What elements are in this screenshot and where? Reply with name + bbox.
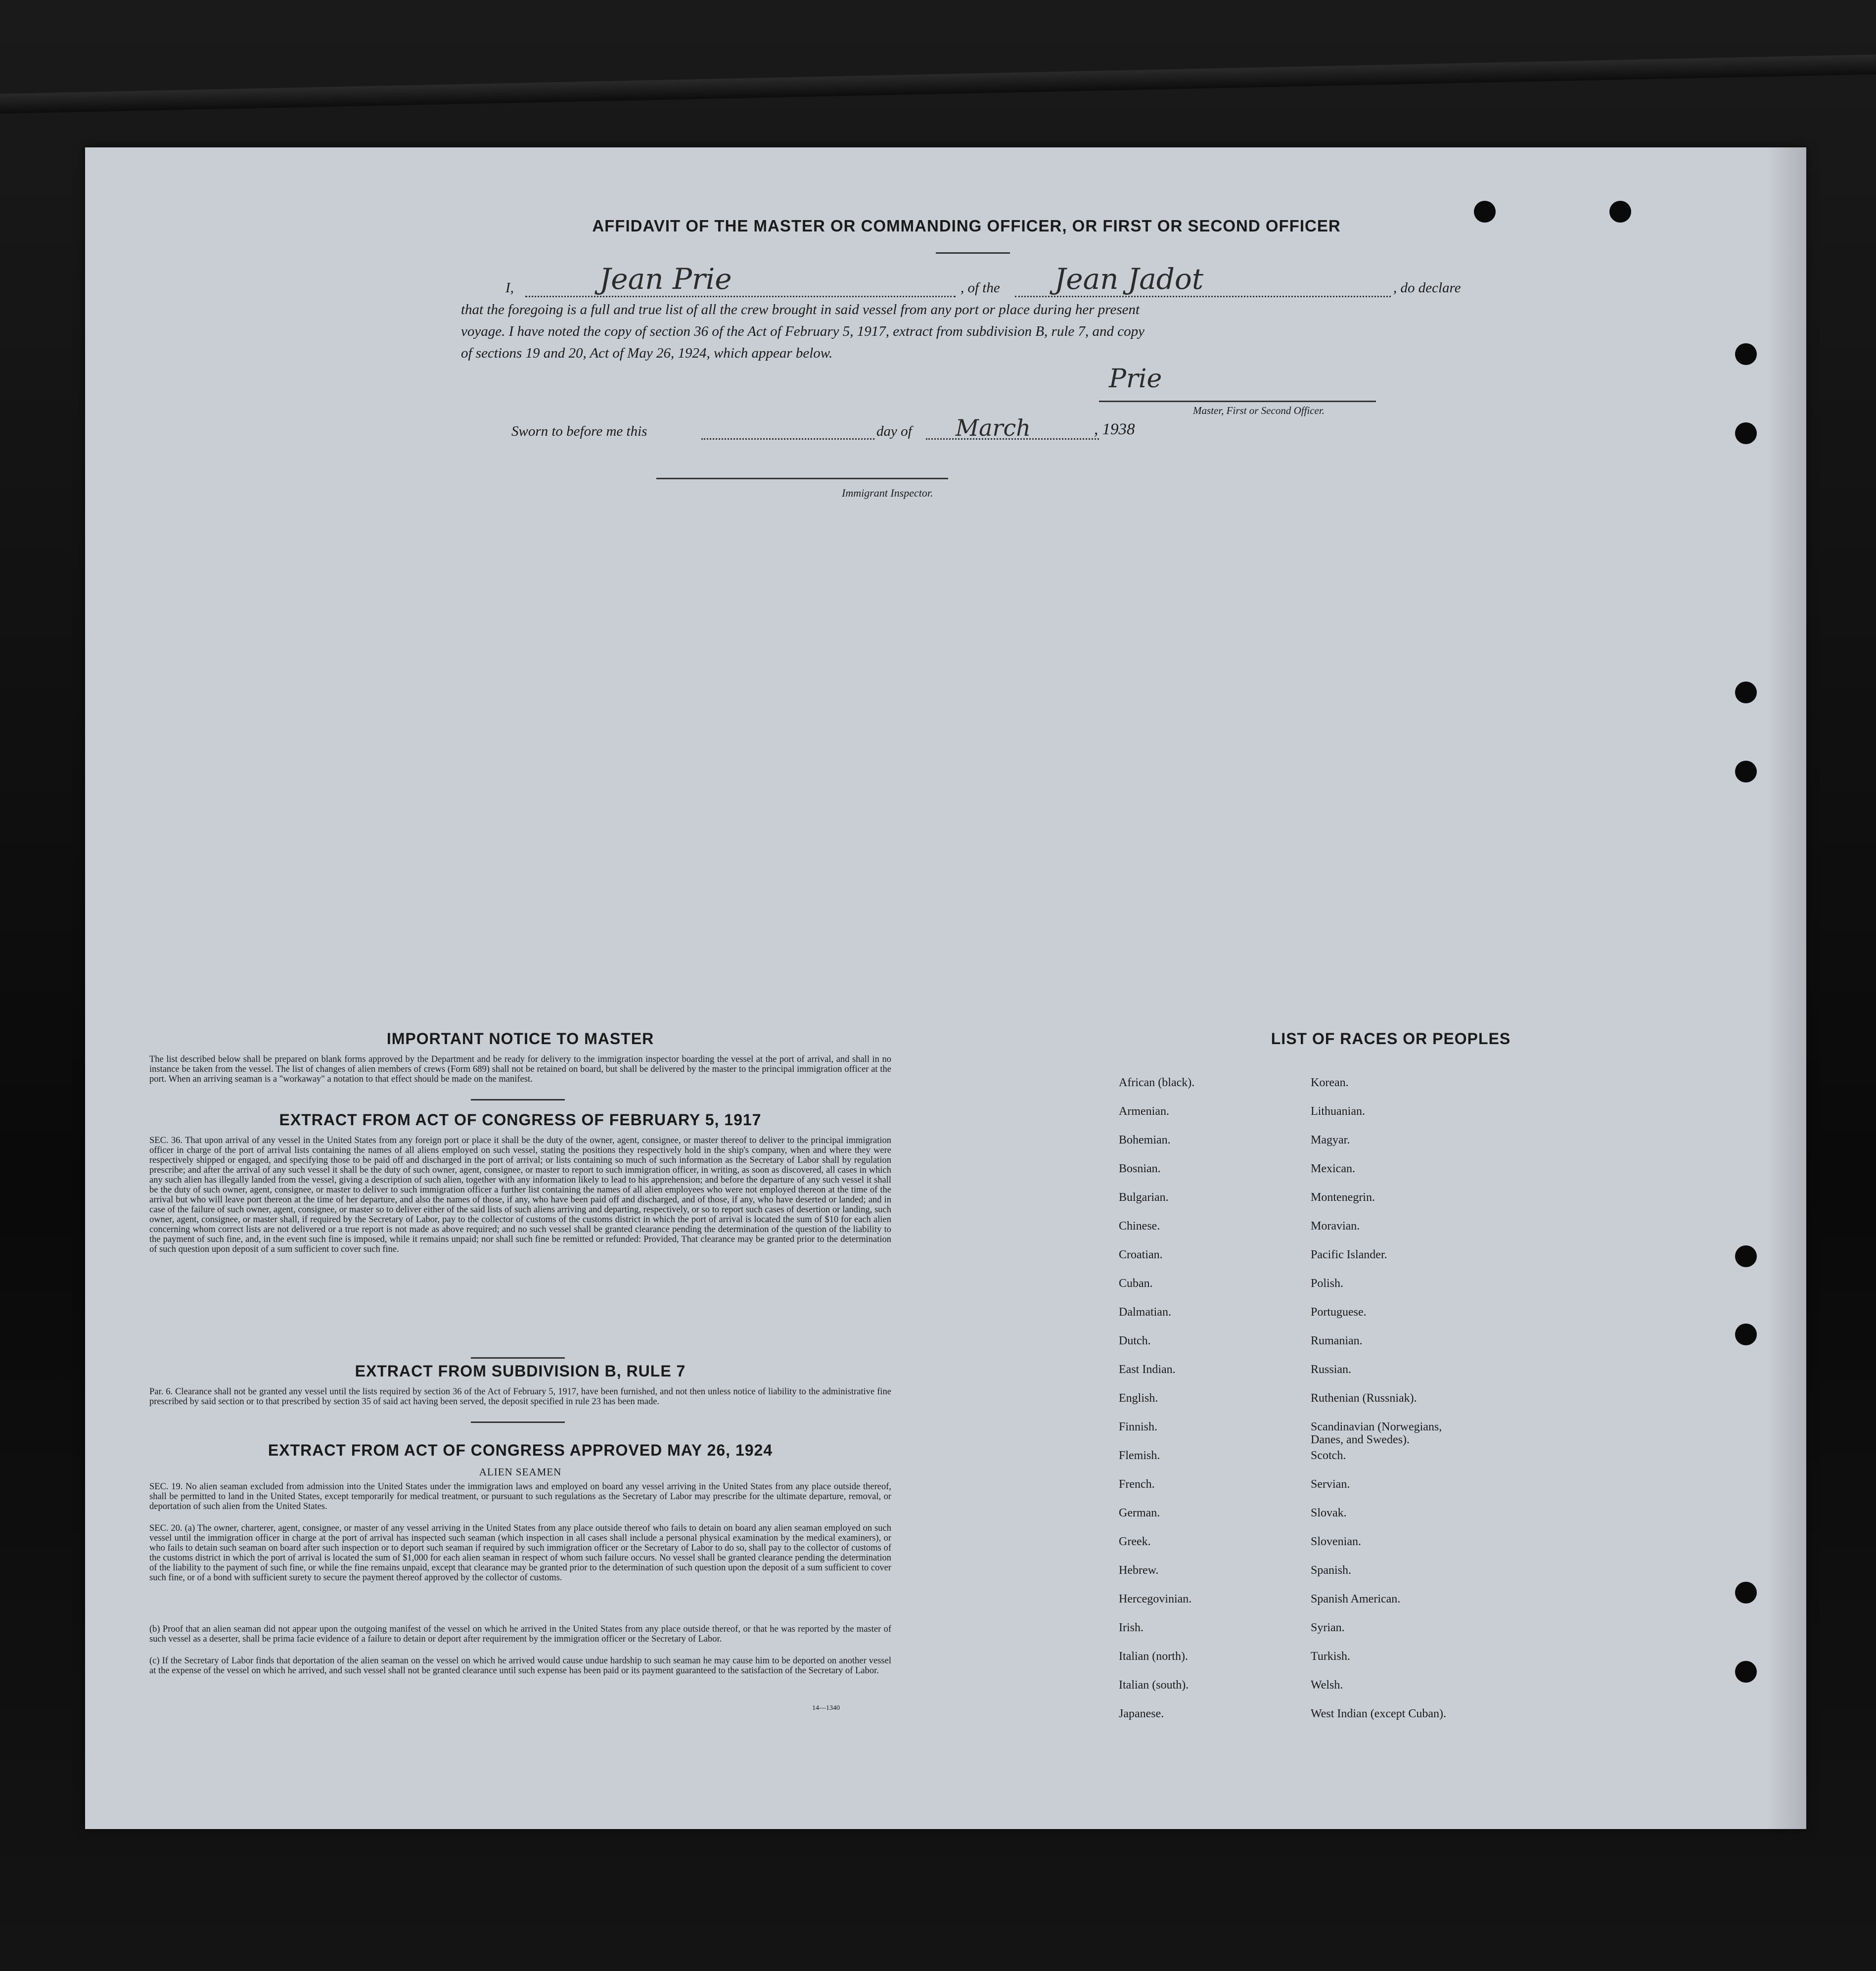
punch-hole [1474,201,1496,223]
race-item: Rumanian. [1311,1334,1363,1347]
signature-caption: Master, First or Second Officer. [1193,405,1325,416]
race-item: German. [1119,1507,1160,1519]
race-item: African (black). [1119,1076,1195,1089]
punch-hole [1735,343,1757,365]
race-item: Turkish. [1311,1650,1350,1663]
race-item: Bulgarian. [1119,1191,1169,1204]
punch-hole [1735,1324,1757,1345]
sworn-year: , 1938 [1094,420,1135,438]
races-title: LIST OF RACES OR PEOPLES [1271,1030,1511,1048]
race-item: Welsh. [1311,1679,1343,1692]
affidavit-line3: voyage. I have noted the copy of section 36 of the Act of February 5, 1917, extract from subdivision B, rule 7, and copy [461,323,1145,339]
race-item: Montenegrin. [1311,1191,1375,1204]
race-item: Scandinavian (Norwegians, Danes, and Swedes). [1311,1421,1442,1446]
race-item: Bosnian. [1119,1162,1161,1175]
notice-divider [471,1099,565,1100]
race-item: Bohemian. [1119,1134,1171,1146]
race-item: Finnish. [1119,1421,1158,1433]
vessel-name-handwritten: Jean Jadot [1054,262,1204,296]
punch-hole [1735,1245,1757,1267]
affidavit-line1-prefix: I, [505,280,514,296]
race-item: Hebrew. [1119,1564,1159,1577]
punch-hole [1735,682,1757,703]
race-item: Servian. [1311,1478,1350,1491]
race-item: Lithuanian. [1311,1105,1365,1118]
race-item: Moravian. [1311,1220,1360,1233]
sworn-day-line [701,438,874,440]
race-item: English. [1119,1392,1158,1405]
master-signature: Prie [1109,364,1162,394]
affidavit-title: AFFIDAVIT OF THE MASTER OR COMMANDING OFFICER, OR FIRST OR SECOND OFFICER [592,217,1341,235]
race-item: Italian (north). [1119,1650,1188,1663]
race-item: Scotch. [1311,1449,1346,1462]
race-item: Cuban. [1119,1277,1153,1290]
race-item: Chinese. [1119,1220,1160,1233]
race-item: Portuguese. [1311,1306,1367,1319]
punch-hole [1735,422,1757,444]
title-divider [936,252,1010,254]
inspector-caption: Immigrant Inspector. [842,487,933,499]
master-name-line [525,296,956,297]
race-item: Dalmatian. [1119,1306,1171,1319]
race-item: East Indian. [1119,1363,1176,1376]
race-item: Polish. [1311,1277,1344,1290]
race-item: Mexican. [1311,1162,1355,1175]
race-item: West Indian (except Cuban). [1311,1707,1446,1720]
extract-1917-text: SEC. 36. That upon arrival of any vessel in the United States from any foreign port or place it shall be the duty of the owner, agent, consignee, or master thereof to deliver to the principal immigration officer in charge of the port of arrival lists containing the names of all aliens employed on such vessel, stating the positions they respectively hold in the ship's company, when and where they were respectively shipped or engaged, and specifying those to be paid off and discharged in the port of arrival; or lists containing so much of such information as the Secretary of Labor shall by regulation prescribe; and after the arrival of any such vessel it shall be the duty of such owner, agent, consignee, or master to report to such immigration officer, in writing, as soon as discovered, all cases in which any such alien has illegally landed from the vessel, giving a description of such alien, together with any information likely to lead to his apprehension; and before the departure of any such vessel it shall be the duty of such owner, agent, consignee, or master to deliver to such immigration officer a further list containing the names of all alien employees who were not employed thereon at the time of the arrival but who will leave port thereon at the time of her departure, and also the names of those, if any, who have been paid off and discharged, and of those, if any, who have deserted or landed; and in case of the failure of such owner, agent, consignee, or master so to deliver either of the said lists of such aliens arriving and departing, respectively, or so to report such cases of desertion or landing, such owner, agent, consignee, or master shall, if required by the Secretary of Labor, pay to the collector of customs of the customs district in which the port of arrival is located the sum of $10 for each alien concerning whom correct lists are not delivered or a true report is not made as above required; and no such vessel shall be granted clearance pending the determination of the question of the liability to the payment of such fine, and, in the event such fine is imposed, while it remains unpaid; nor shall such fine be remitted or refunded: Provided, That clearance may be granted prior to the determination of such question upon deposit of a sum sufficient to cover such fine. [149,1136,891,1254]
extract-1917-divider [471,1357,565,1359]
sworn-prefix: Sworn to before me this [511,423,647,439]
punch-hole [1609,201,1631,223]
race-item: Japanese. [1119,1707,1164,1720]
punch-hole [1735,761,1757,782]
race-item: Russian. [1311,1363,1352,1376]
race-item: Pacific Islander. [1311,1248,1387,1261]
extract-rule7-text: Par. 6. Clearance shall not be granted any vessel until the lists required by section 36 of the Act of February 5, 1917, have been furnished, and not then unless notice of liability to the administrative fine prescribed by said section or to that prescribed by section 35 of said act having been served, the deposit specified in rule 23 has been made. [149,1387,891,1407]
race-item: Hercegovinian. [1119,1593,1192,1605]
extract-1917-title: EXTRACT FROM ACT OF CONGRESS OF FEBRUARY 5, 1917 [279,1111,762,1129]
race-item: Slovak. [1311,1507,1347,1519]
race-item: Magyar. [1311,1134,1350,1146]
extract-1924-subtitle: ALIEN SEAMEN [479,1466,562,1478]
affidavit-line1-suffix: , do declare [1393,280,1461,296]
affidavit-line2: that the foregoing is a full and true list of all the crew brought in said vessel from any port or place during her present [461,302,1140,318]
extract-1924-sec20c: (c) If the Secretary of Labor finds that deportation of the alien seaman on the vessel on which he arrived would cause undue hardship to such seaman he may cause him to be deported on another vessel at the expense of the vessel on which he arrived, and such vessel shall not be granted clearance until such expense has been paid or its payment guaranteed to the satisfaction of the Secretary of Labor. [149,1656,891,1676]
notice-title: IMPORTANT NOTICE TO MASTER [386,1030,654,1048]
punch-hole [1735,1661,1757,1683]
signature-line [1099,401,1376,402]
race-item: French. [1119,1478,1155,1491]
affidavit-line1-mid: , of the [961,280,1000,296]
extract-1924-sec19: SEC. 19. No alien seaman excluded from admission into the United States under the immigration laws and employed on board any vessel arriving in the United States from any place outside thereof, shall be permitted to land in the United States, except temporarily for medical treatment, or pursuant to such regulations as the Secretary of Labor may prescribe for the ultimate departure, removal, or deportation of such alien from the United States. [149,1482,891,1512]
race-item: Irish. [1119,1621,1144,1634]
sworn-month-handwritten: March [956,414,1031,441]
race-item: Dutch. [1119,1334,1151,1347]
race-item: Slovenian. [1311,1535,1361,1548]
race-item: Korean. [1311,1076,1349,1089]
race-item: Ruthenian (Russniak). [1311,1392,1417,1405]
document-page [85,147,1806,1829]
race-item: Syrian. [1311,1621,1345,1634]
vessel-name-line [1015,296,1391,297]
punch-hole [1735,1582,1757,1604]
page-edge-shade [1767,147,1806,1829]
form-number: 14—1340 [812,1704,840,1712]
notice-text: The list described below shall be prepared on blank forms approved by the Department and be ready for delivery to the immigration inspector boarding the vessel at the port of arrival, and shall in no instance be taken from the vessel. The list of changes of alien members of crews (Form 689) shall not be retained on board, but shall be delivered by the master to the principal immigration officer at the port. When an arriving seaman is a "workaway" a notation to that effect should be made on the manifest. [149,1054,891,1084]
race-item: Spanish American. [1311,1593,1401,1605]
extract-1924-sec20a: SEC. 20. (a) The owner, charterer, agent, consignee, or master of any vessel arriving in the United States from any place outside thereof who fails to detain on board any alien seaman employed on such vessel until the immigration officer in charge at the port of arrival has inspected such seaman (which inspection in all cases shall include a personal physical examination by the medical examiners), or who fails to detain such seaman on board after such inspection or to deport such seaman if required by such immigration officer or the Secretary of Labor to do so, shall pay to the collector of customs of the customs district in which the port of arrival is located the sum of $1,000 for each alien seaman in respect of whom such failure occurs. No vessel shall be granted clearance pending the determination of the liability to the payment of such fine, or while the fine remains unpaid, except that clearance may be granted prior to the determination of such question upon the deposit of a sum sufficient to cover such fine, or of a bond with sufficient surety to secure the payment thereof approved by the collector of customs. [149,1523,891,1583]
race-item: Greek. [1119,1535,1151,1548]
race-item: Spanish. [1311,1564,1352,1577]
sworn-day-of: day of [876,423,912,439]
master-name-handwritten: Jean Prie [599,262,732,296]
extract-1924-title: EXTRACT FROM ACT OF CONGRESS APPROVED MAY 26, 1924 [268,1441,773,1459]
race-item: Flemish. [1119,1449,1160,1462]
race-item: Croatian. [1119,1248,1163,1261]
affidavit-line4: of sections 19 and 20, Act of May 26, 1924, which appear below. [461,345,833,361]
inspector-signature-line [656,478,948,479]
extract-rule7-title: EXTRACT FROM SUBDIVISION B, RULE 7 [355,1362,686,1380]
extract-1924-sec20b: (b) Proof that an alien seaman did not appear upon the outgoing manifest of the vessel on which he arrived in the United States from any place outside thereof, or that he was reported by the master of such vessel as a deserter, shall be prima facie evidence of a failure to detain or deport after requirement by the immigration officer or the Secretary of Labor. [149,1624,891,1644]
race-item: Italian (south). [1119,1679,1189,1692]
race-item: Armenian. [1119,1105,1169,1118]
extract-rule7-divider [471,1421,565,1423]
